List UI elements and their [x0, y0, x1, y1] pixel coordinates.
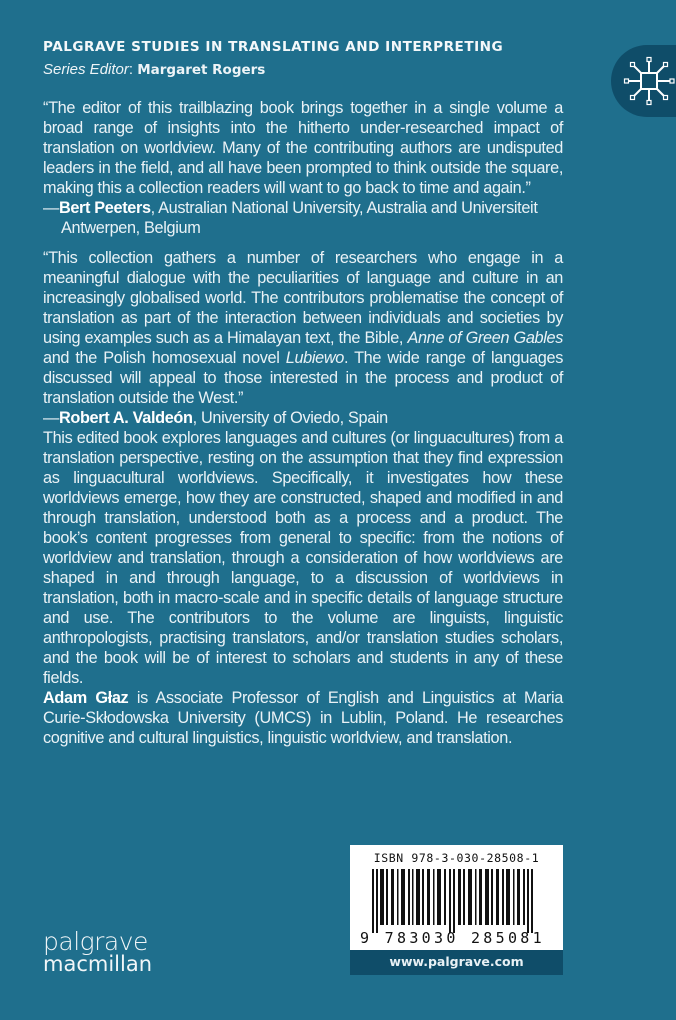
quote-text-part: . The wide range of languages discussed will appeal to those interested in the process and product of translation outside the West.”	[43, 349, 563, 407]
publisher-logo-line1: palgrave	[43, 927, 148, 956]
publisher-logo-line2: macmillan	[43, 952, 153, 976]
series-editor-sep: :	[128, 61, 138, 78]
series-title: PALGRAVE STUDIES IN TRANSLATING AND INTERPRETING	[43, 39, 504, 55]
review-quote-1	[43, 98, 563, 238]
editor-bio-text	[43, 688, 563, 748]
editor-bio-body: is Associate Professor of English and Linguistics at Maria Curie-Skłodowska University (UMCS) in Lublin, Poland. He researches cognitive and cultural linguistics, linguistic worldview, and translation.	[43, 689, 563, 747]
circuit-chip-icon	[623, 55, 675, 107]
review-quote-2-attribution	[43, 408, 563, 428]
series-badge	[611, 45, 676, 117]
barcode-panel	[350, 845, 563, 950]
book-description	[43, 428, 563, 688]
editor-bio	[43, 688, 563, 748]
book-description-text: This edited book explores languages and cultures (or linguacultures) from a translation perspective, resting on the assumption that they find expression as linguacultural worldviews. Specifically, it investigates how these worldviews emerge, how they are constructed, shaped and modified in and through translation, understood both as a process and a product. The book’s content progresses from general to specific: from the notions of worldview and translation, through a consideration of how worldviews are shaped in and through language, to a discussion of worldviews in translation, both in macro-scale and in specific details of language structure and use. The contributors to the volume are linguists, linguistic anthropologists, practising translators, and/or translation studies scholars, and the book will be of interest to scholars and students in any of these fields.	[43, 429, 563, 687]
book-title-anne: Anne of Green Gables	[407, 329, 563, 347]
series-editor-label: Series Editor	[43, 61, 129, 78]
publisher-logo	[43, 927, 153, 976]
series-editor	[43, 61, 265, 78]
book-title-lubiewo: Lubiewo	[285, 349, 344, 367]
editor-name: Adam Głaz	[43, 689, 129, 707]
reviewer-name: Bert Peeters	[58, 199, 151, 217]
review-quote-1-text: “The editor of this trailblazing book brings together in a single volume a broad range of insights into the hitherto under-researched impact of translation on worldview. Many of the contributing authors are undisputed leaders in the field, and all have been prompted to think outside the square, making this a collection readers will want to go back to time and again.”	[43, 99, 563, 197]
barcode-bars-icon	[360, 869, 555, 933]
dash: —	[43, 409, 59, 427]
publisher-url[interactable]: www.palgrave.com	[389, 954, 524, 969]
reviewer-name: Robert A. Valdeón	[58, 409, 193, 427]
dash: —	[43, 199, 59, 217]
reviewer-affiliation: , University of Oviedo, Spain	[192, 409, 388, 427]
quote-text-part: and the Polish homosexual novel	[43, 349, 286, 367]
barcode-block	[350, 845, 563, 975]
review-quote-1-attribution	[43, 198, 563, 238]
reviewer-affiliation: , Australian National University, Australia and Universiteit Antwerpen, Belgium	[61, 199, 538, 237]
series-editor-name: Margaret Rogers	[137, 62, 266, 78]
quote-text-part: “This collection gathers a number of researchers who engage in a meaningful dialogue with the peculiarities of language and culture in an increasingly globalised world. The contributors problematise the concept of translation as part of the interaction between individuals and societies by using examples such as a Himalayan text, the Bible,	[43, 249, 563, 347]
barcode-digits: 9 783030 285081	[360, 929, 545, 947]
review-quote-2	[43, 248, 563, 428]
isbn-label: ISBN 978-3-030-28508-1	[373, 851, 540, 865]
review-quote-2-text	[43, 248, 563, 408]
